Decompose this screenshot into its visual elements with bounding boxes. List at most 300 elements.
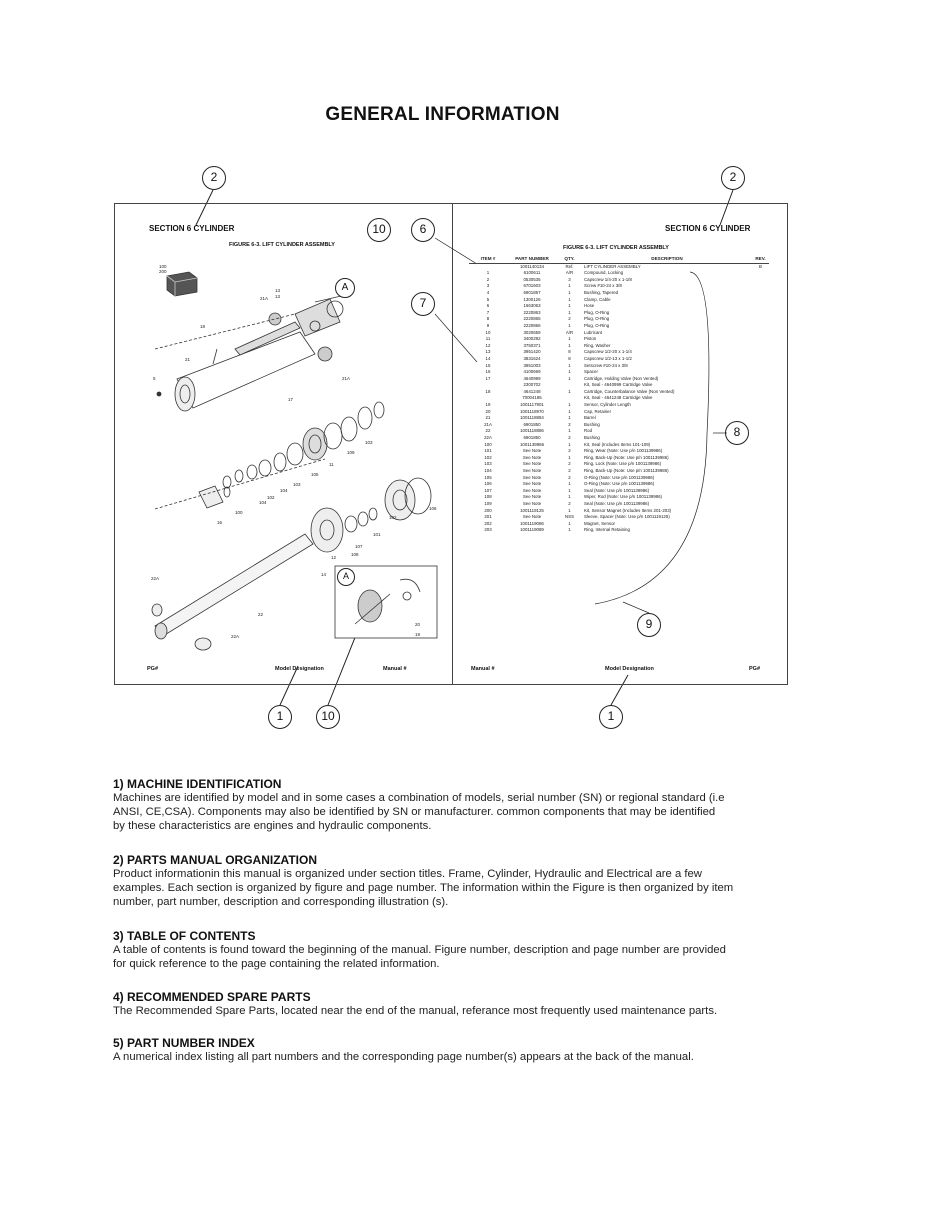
table-cell: 1: [568, 309, 571, 315]
table-cell: Kit, Seal - 4640999 Cartridge Valve: [584, 382, 653, 388]
table-cell: Bushing: [584, 435, 600, 441]
table-cell: [752, 508, 769, 515]
table-cell: Ring, Wear (Note: Use p/n 1001139986): [584, 448, 663, 454]
table-cell: 6901857: [523, 289, 541, 295]
section-machine-identification: [113, 777, 793, 833]
table-cell: 1663063: [523, 303, 541, 309]
table-cell: 22: [485, 428, 491, 434]
table-cell: [752, 442, 769, 449]
table-cell: 13: [485, 349, 491, 355]
table-cell: [752, 376, 769, 383]
table-cell: [752, 409, 769, 416]
table-cell: 1001119089: [520, 527, 544, 533]
table-cell: 1: [568, 402, 571, 408]
callout-9: 9: [637, 613, 661, 637]
left-footer-model: Model Designation: [275, 666, 324, 672]
table-row: [469, 270, 769, 277]
svg-text:103: 103: [365, 440, 373, 445]
table-header-cell: QTY.: [557, 256, 582, 263]
table-row: [469, 402, 769, 409]
table-cell: 3831624: [523, 355, 541, 361]
table-row: [469, 409, 769, 416]
table-cell: O-Ring (Note: Use p/n 1001139986): [584, 474, 655, 480]
table-cell: Cartridge, Counterbalance Valve (Non Vented): [584, 388, 675, 394]
svg-text:109: 109: [347, 450, 355, 455]
table-row: [469, 461, 769, 468]
table-cell: Kit, Sensor Magnet (Includes Items 201-203): [584, 507, 672, 513]
table-row: [469, 475, 769, 482]
table-cell: 4100669: [523, 369, 541, 375]
table-cell: [752, 428, 769, 435]
parts-manual-sample-figure: [114, 203, 788, 685]
table-cell: [752, 389, 769, 396]
table-cell: 2: [568, 500, 571, 506]
table-cell: Cap, Retainer: [584, 408, 612, 414]
section-line: examples. Each section is organized by figure and page number. The information within the Figure is then organized by item: [113, 882, 734, 894]
callout-7: 7: [411, 292, 435, 316]
table-cell: 4641248: [523, 388, 541, 394]
table-cell: 18: [485, 388, 491, 394]
table-cell: [752, 349, 769, 356]
table-cell: Kit, Seal (Includes Items 101-109): [584, 441, 651, 447]
svg-text:17: 17: [288, 397, 294, 402]
right-footer-pg: PG#: [749, 666, 761, 672]
table-cell: 2: [568, 448, 571, 454]
svg-text:22A: 22A: [151, 576, 160, 581]
table-cell: 1: [568, 441, 571, 447]
table-cell: 2: [568, 435, 571, 441]
table-row: [469, 297, 769, 304]
table-cell: Lubricant: [584, 329, 603, 335]
table-cell: 104: [484, 468, 492, 473]
table-cell: 3020659: [523, 329, 541, 335]
callout-10-bottom: 10: [316, 705, 340, 729]
callout-1-right: 1: [599, 705, 623, 729]
table-row: [469, 455, 769, 462]
table-cell: 1: [568, 369, 571, 375]
table-cell: [752, 475, 769, 482]
table-cell: 3951420: [523, 349, 541, 355]
table-cell: Hose: [584, 303, 595, 309]
table-cell: See Note: [522, 468, 542, 473]
callout-8: 8: [725, 421, 749, 445]
table-cell: 1001117901: [520, 402, 544, 408]
table-cell: 1001139986: [519, 441, 545, 447]
table-cell: O-Ring (Note: Use p/n 1001139986): [584, 481, 655, 487]
table-row: [469, 263, 769, 270]
table-cell: 1001119125: [520, 507, 544, 513]
table-cell: 2: [568, 421, 571, 427]
svg-text:102: 102: [389, 515, 397, 520]
table-cell: Ring, Washer: [584, 342, 611, 348]
callout-10: 10: [367, 218, 391, 242]
table-cell: [752, 270, 769, 277]
table-cell: 21A: [484, 421, 492, 427]
table-cell: 3951003: [523, 362, 541, 368]
table-cell: [752, 461, 769, 468]
table-cell: 2: [486, 276, 490, 282]
table-row: [469, 303, 769, 310]
right-footer-manual: Manual #: [471, 666, 495, 672]
table-cell: 1001140134: [519, 263, 545, 269]
svg-text:200: 200: [159, 269, 167, 274]
table-cell: 6100611: [523, 270, 541, 276]
page-title: GENERAL INFORMATION: [325, 104, 560, 125]
section-line: ANSI, CE,CSA). Components may also be identified by SN or manufacturer. common components that may be identified: [113, 806, 716, 818]
table-cell: [752, 395, 769, 402]
table-cell: 4: [486, 289, 490, 295]
table-cell: LIFT CYLINDER ASSEMBLY: [584, 263, 641, 269]
svg-text:18: 18: [200, 324, 206, 329]
table-row: [469, 356, 769, 363]
table-cell: See Note: [522, 481, 542, 487]
table-cell: 1: [568, 283, 571, 289]
svg-text:20: 20: [415, 622, 421, 627]
table-cell: [752, 369, 769, 376]
table-header-cell: PART NUMBER: [507, 256, 557, 263]
svg-text:19: 19: [415, 632, 421, 637]
table-cell: [469, 263, 507, 270]
table-cell: [752, 343, 769, 350]
svg-text:12: 12: [331, 555, 337, 560]
table-cell: 19: [485, 402, 491, 408]
table-cell: [752, 415, 769, 422]
table-cell: [752, 283, 769, 290]
table-cell: 8: [568, 355, 571, 361]
table-cell: [752, 303, 769, 310]
table-cell: Capscrew 1/4-20 x 1-1/8: [584, 276, 632, 282]
section-line: A numerical index listing all part numbers and the corresponding page number(s) appears at the back of the manual.: [113, 1051, 694, 1063]
table-cell: Kit, Seal - 4641248 Cartridge Valve: [584, 395, 653, 401]
table-cell: 105: [484, 474, 492, 480]
left-figure-title: FIGURE 6-3. LIFT CYLINDER ASSEMBLY: [229, 242, 335, 248]
svg-text:108: 108: [351, 552, 359, 557]
table-cell: 100: [484, 441, 492, 447]
table-cell: [752, 468, 769, 475]
table-cell: [752, 290, 769, 297]
table-cell: [557, 395, 582, 402]
table-cell: Plug, O-Ring: [584, 322, 610, 328]
svg-text:5: 5: [153, 376, 156, 381]
table-row: [469, 343, 769, 350]
table-row: [469, 290, 769, 297]
svg-text:13: 13: [275, 288, 281, 293]
svg-text:13: 13: [275, 294, 281, 299]
table-cell: 1: [568, 415, 571, 421]
table-row: [469, 422, 769, 429]
table-cell: 202: [484, 520, 492, 526]
table-row: [469, 501, 769, 508]
table-cell: 1: [568, 289, 571, 295]
table-row: [469, 481, 769, 488]
table-cell: 1: [568, 408, 571, 414]
table-cell: 1001118884: [520, 415, 544, 421]
table-cell: 17: [485, 375, 491, 381]
table-cell: Bushing, Tapered: [584, 289, 619, 295]
table-cell: 12: [485, 342, 491, 348]
table-cell: Plug, O-Ring: [584, 316, 610, 322]
svg-text:11: 11: [329, 462, 334, 467]
section-line: number, part number, description and corresponding illustration (s).: [113, 896, 449, 908]
section-line: The Recommended Spare Parts, located near the end of the manual, referance most frequently used maintenance parts.: [113, 1005, 718, 1017]
table-row: [469, 395, 769, 402]
table-cell: 2220866: [523, 322, 541, 328]
table-cell: Capscrew 1/2-13 x 1-1/2: [584, 355, 632, 361]
section-heading: 2) PARTS MANUAL ORGANIZATION: [113, 853, 317, 867]
table-cell: [752, 481, 769, 488]
table-cell: [752, 501, 769, 508]
svg-text:105: 105: [311, 472, 319, 477]
table-cell: 20: [485, 408, 491, 414]
table-cell: 21: [485, 415, 491, 421]
table-cell: [752, 316, 769, 323]
callout-6: 6: [411, 218, 435, 242]
table-row: [469, 428, 769, 435]
table-cell: 8: [486, 316, 490, 322]
table-cell: 16: [485, 369, 491, 375]
callout-A-barrel: A: [335, 278, 355, 298]
table-row: [469, 283, 769, 290]
table-row: [469, 310, 769, 317]
table-header-cell: REV.: [752, 256, 769, 263]
svg-text:102: 102: [267, 495, 275, 500]
table-cell: 1: [568, 494, 571, 500]
table-cell: [752, 494, 769, 501]
table-row: [469, 323, 769, 330]
table-cell: [752, 323, 769, 330]
table-cell: [752, 488, 769, 495]
table-cell: 22A: [484, 435, 492, 441]
table-cell: Ref.: [565, 263, 574, 269]
table-cell: A/R: [565, 329, 574, 335]
table-cell: See Note: [522, 487, 542, 493]
table-cell: 2: [568, 474, 571, 480]
table-cell: Sensor, Cylinder Length: [584, 402, 631, 408]
table-cell: Compound, Locking: [584, 270, 624, 276]
svg-text:104: 104: [259, 500, 267, 505]
table-cell: 1001118970: [520, 408, 544, 414]
svg-text:101: 101: [373, 532, 381, 537]
left-footer-manual: Manual #: [383, 666, 407, 672]
left-footer-pg: PG#: [147, 666, 159, 672]
table-row: [469, 382, 769, 389]
table-cell: Ring, Internal Retaining: [584, 527, 630, 533]
table-row: [469, 521, 769, 528]
table-cell: 102: [484, 454, 492, 460]
table-cell: [752, 363, 769, 370]
svg-text:16: 16: [217, 520, 223, 525]
right-figure-title: FIGURE 6-3. LIFT CYLINDER ASSEMBLY: [563, 245, 669, 251]
table-cell: [752, 336, 769, 343]
table-cell: Bushing: [584, 421, 600, 427]
table-cell: 201: [484, 514, 492, 520]
table-cell: 1: [486, 270, 490, 276]
table-row: [469, 435, 769, 442]
table-cell: 2: [568, 468, 571, 473]
svg-text:21: 21: [185, 357, 191, 362]
table-cell: 101: [484, 448, 492, 454]
table-cell: [752, 297, 769, 304]
table-cell: 1001119086: [520, 520, 544, 526]
table-cell: 1: [568, 322, 571, 328]
table-cell: NSS: [564, 514, 575, 520]
table-row: [469, 349, 769, 356]
section-line: Machines are identified by model and in some cases a combination of models, serial number (SN) or regional standard (i.e: [113, 792, 725, 804]
section-heading: 3) TABLE OF CONTENTS: [113, 929, 256, 943]
table-row: [469, 494, 769, 501]
right-footer-model: Model Designation: [605, 666, 654, 672]
table-row: [469, 442, 769, 449]
table-cell: 109: [484, 500, 492, 506]
table-cell: 8: [568, 349, 571, 355]
svg-text:106: 106: [429, 506, 437, 511]
table-cell: See Note: [522, 461, 542, 467]
table-row: [469, 369, 769, 376]
table-cell: See Note: [522, 514, 542, 520]
table-cell: See Note: [522, 494, 542, 500]
table-row: [469, 508, 769, 515]
table-cell: [752, 527, 769, 534]
table-cell: [752, 310, 769, 317]
table-row: [469, 448, 769, 455]
table-cell: [752, 356, 769, 363]
table-cell: Ring, Back-Up (Note: Use p/n 1001139986): [584, 468, 669, 473]
table-cell: 14: [485, 355, 491, 361]
section-part-number-index: [113, 1036, 793, 1064]
table-cell: 6901850: [523, 421, 541, 427]
table-row: [469, 389, 769, 396]
table-cell: Setscrew #10-24 x 3/8: [584, 362, 628, 368]
table-cell: 1: [568, 303, 571, 309]
table-cell: 108: [484, 494, 492, 500]
table-cell: 200: [484, 507, 492, 513]
section-recommended-spare-parts: [113, 990, 793, 1018]
table-cell: 70004185: [522, 395, 542, 401]
table-row: [469, 514, 769, 521]
table-cell: 1: [568, 527, 571, 533]
table-cell: 2220863: [523, 309, 541, 315]
table-cell: 1: [568, 454, 571, 460]
table-cell: 6901850: [523, 435, 541, 441]
svg-text:103: 103: [293, 482, 301, 487]
table-cell: [752, 402, 769, 409]
svg-text:107: 107: [355, 544, 363, 549]
table-cell: 103: [484, 461, 492, 467]
table-cell: Seal (Note: Use p/n 1001139986): [584, 500, 650, 506]
table-row: [469, 277, 769, 284]
table-row: [469, 336, 769, 343]
table-cell: 3: [486, 283, 490, 289]
table-cell: [752, 435, 769, 442]
right-section-header: SECTION 6 CYLINDER: [665, 224, 751, 233]
callout-1-left: 1: [268, 705, 292, 729]
table-cell: 15: [485, 362, 491, 368]
table-cell: 10: [485, 329, 491, 335]
table-cell: [752, 448, 769, 455]
table-header-cell: DESCRIPTION: [582, 256, 752, 263]
section-heading: 4) RECOMMENDED SPARE PARTS: [113, 990, 311, 1004]
table-cell: 1: [568, 296, 571, 302]
table-cell: 1: [568, 388, 571, 394]
table-cell: [752, 521, 769, 528]
table-cell: 1: [568, 428, 571, 434]
table-cell: 1: [568, 342, 571, 348]
table-cell: See Note: [522, 474, 542, 480]
svg-text:14: 14: [321, 572, 327, 577]
section-table-of-contents: [113, 929, 793, 971]
table-cell: 0530535: [523, 276, 541, 282]
table-cell: [752, 514, 769, 521]
section-line: for quick reference to the page containing the related information.: [113, 958, 440, 970]
callout-2-left: 2: [202, 166, 226, 190]
table-cell: Sleeve, Spacer (Note: Use p/n 1001119125): [584, 514, 670, 520]
table-cell: 6: [486, 303, 490, 309]
table-cell: 7: [486, 309, 490, 315]
table-row: [469, 468, 769, 475]
table-cell: 9: [486, 322, 490, 328]
table-cell: 107: [484, 487, 492, 493]
table-cell: Screw #10-24 x 3/8: [584, 283, 622, 289]
table-cell: 2: [568, 316, 571, 322]
table-cell: 1: [568, 487, 571, 493]
table-cell: Wiper, Rod (Note: Use p/n 1001139986): [584, 494, 663, 500]
table-cell: [469, 382, 507, 389]
table-cell: Capscrew 1/2-20 x 1-1/4: [584, 349, 632, 355]
table-cell: 5: [486, 296, 490, 302]
table-cell: [752, 330, 769, 337]
table-cell: Plug, O-Ring: [584, 309, 610, 315]
svg-text:100: 100: [235, 510, 243, 515]
callout-2-right: 2: [721, 166, 745, 190]
table-row: [469, 376, 769, 383]
table-cell: Seal (Note: Use p/n 1001139986): [584, 487, 650, 493]
table-cell: 1300126: [523, 296, 541, 302]
table-cell: 2300702: [523, 382, 541, 388]
table-cell: 1: [568, 520, 571, 526]
table-cell: 2220865: [523, 316, 541, 322]
table-cell: 1001118886: [520, 428, 544, 434]
table-cell: 1: [568, 362, 571, 368]
table-row: [469, 527, 769, 534]
svg-text:104: 104: [280, 488, 288, 493]
table-cell: [752, 277, 769, 284]
table-cell: 11: [485, 336, 491, 342]
table-cell: [752, 455, 769, 462]
table-cell: A/R: [565, 270, 574, 276]
table-cell: Piston: [584, 336, 597, 342]
svg-text:21A: 21A: [342, 376, 351, 381]
left-section-header: SECTION 6 CYLINDER: [149, 224, 235, 233]
section-line: A table of contents is found toward the beginning of the manual. Figure number, description and page number are provided: [113, 944, 726, 956]
table-cell: Clamp, Cable: [584, 296, 611, 302]
callout-A-inset: A: [337, 568, 355, 586]
parts-list-table: [469, 256, 769, 534]
table-cell: Magnet, Sensor: [584, 520, 615, 526]
table-cell: 3750371: [523, 342, 541, 348]
table-cell: Ring, Lock (Note: Use p/n 1001139986): [584, 461, 662, 467]
table-cell: 3400292: [523, 336, 541, 342]
svg-text:21A: 21A: [260, 296, 269, 301]
table-cell: 106: [484, 481, 492, 487]
section-heading: 1) MACHINE IDENTIFICATION: [113, 777, 282, 791]
table-cell: 2: [568, 461, 571, 467]
table-row: [469, 363, 769, 370]
table-cell: [469, 395, 507, 402]
table-cell: See Note: [522, 448, 542, 454]
table-cell: Ring, Back-Up (Note: Use p/n 1001139986): [584, 454, 669, 460]
table-row: [469, 488, 769, 495]
table-cell: Barrel: [584, 415, 596, 421]
